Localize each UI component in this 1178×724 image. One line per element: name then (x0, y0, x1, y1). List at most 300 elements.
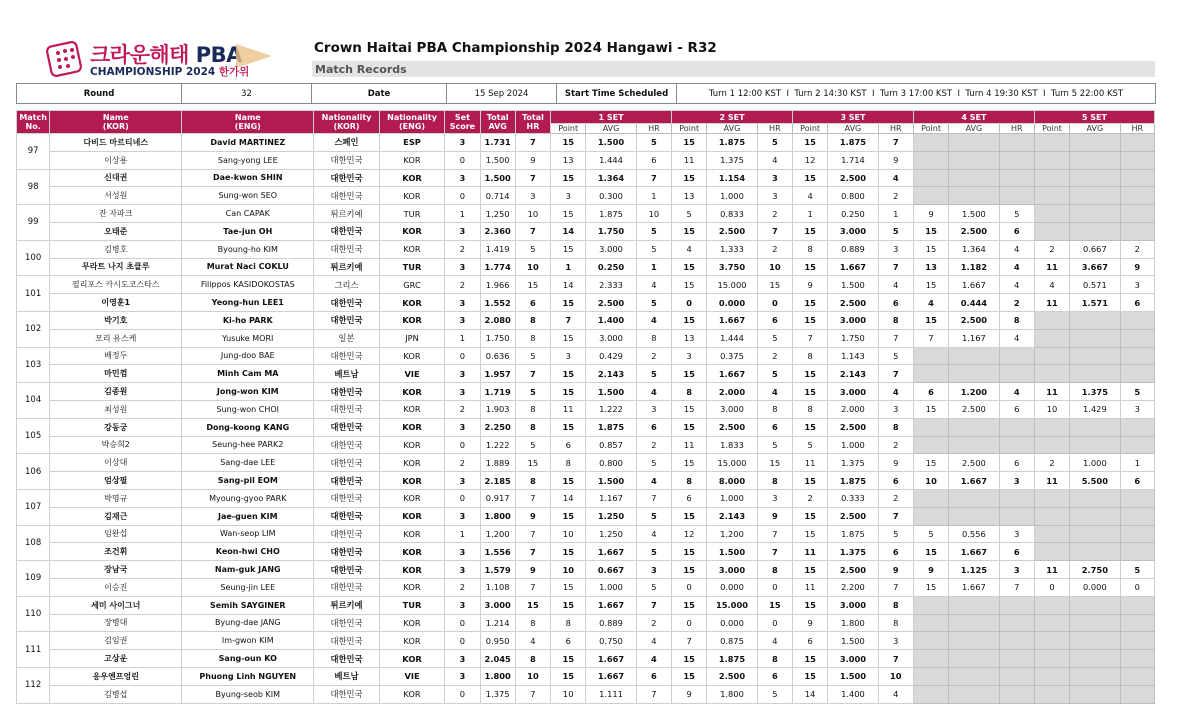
set-hr: 6 (878, 543, 913, 561)
set-point: 15 (792, 561, 827, 579)
set-score: 3 (445, 543, 480, 561)
set-score: 3 (445, 418, 480, 436)
set-hr: 7 (878, 134, 913, 152)
player-row (17, 400, 1155, 418)
total-avg: 2.250 (480, 418, 515, 436)
player-name-kor: 배정두 (50, 347, 182, 365)
unplayed-set-cell (913, 685, 948, 703)
total-avg: 1.889 (480, 454, 515, 472)
unplayed-set-cell (949, 169, 999, 187)
set-point: 15 (672, 650, 707, 668)
set-hr: 2 (636, 347, 671, 365)
set-score: 3 (445, 365, 480, 383)
set-avg: 0.857 (586, 436, 636, 454)
unplayed-set-cell (1070, 169, 1120, 187)
set-score: 3 (445, 222, 480, 240)
set-hr: 2 (878, 436, 913, 454)
set-point: 15 (792, 365, 827, 383)
set-point: 6 (672, 489, 707, 507)
set-hr: 3 (636, 561, 671, 579)
nationality-eng: KOR (379, 418, 445, 436)
total-hr: 8 (515, 650, 550, 668)
set-point: 3 (551, 347, 586, 365)
unplayed-set-cell (913, 596, 948, 614)
set-avg: 0.000 (1070, 578, 1120, 596)
set-hr: 6 (757, 311, 792, 329)
set-avg: 2.143 (828, 365, 878, 383)
player-name-kor: 박명규 (50, 489, 182, 507)
unplayed-set-cell (1070, 311, 1120, 329)
set-avg: 1.000 (1070, 454, 1120, 472)
set-score: 0 (445, 685, 480, 703)
nationality-kor: 튀르키예 (314, 596, 380, 614)
set-avg: 1.000 (707, 187, 757, 205)
page-title: Crown Haitai PBA Championship 2024 Hangawi - R32 (314, 40, 717, 56)
match-number: 112 (17, 667, 50, 703)
set-score: 3 (445, 294, 480, 312)
player-row (17, 311, 1155, 329)
total-hr: 5 (515, 383, 550, 401)
unplayed-set-cell (1120, 311, 1154, 329)
nationality-eng: KOR (379, 222, 445, 240)
player-name-eng: Phuong Linh NGUYEN (182, 667, 314, 685)
unplayed-set-cell (1070, 151, 1120, 169)
set-point: 15 (551, 329, 586, 347)
col-avg: AVG (828, 124, 878, 134)
unplayed-set-cell (1034, 685, 1069, 703)
set-point: 15 (551, 205, 586, 223)
player-name-kor: 김병섭 (50, 685, 182, 703)
set-point: 1 (792, 205, 827, 223)
player-name-kor: 최성원 (50, 400, 182, 418)
set-point: 15 (672, 258, 707, 276)
set-avg: 1.200 (949, 383, 999, 401)
set-hr: 1 (878, 205, 913, 223)
set-point: 14 (551, 489, 586, 507)
set-hr: 4 (999, 383, 1034, 401)
set-avg: 1.500 (949, 205, 999, 223)
set-hr: 7 (878, 507, 913, 525)
unplayed-set-cell (1034, 525, 1069, 543)
set-point: 2 (1034, 454, 1069, 472)
unplayed-set-cell (1120, 365, 1154, 383)
unplayed-set-cell (913, 187, 948, 205)
set-hr: 3 (1120, 276, 1154, 294)
unplayed-set-cell (949, 685, 999, 703)
match-number: 99 (17, 205, 50, 241)
nationality-kor: 대한민국 (314, 614, 380, 632)
total-hr: 8 (515, 329, 550, 347)
set-score: 2 (445, 400, 480, 418)
set-avg: 1.500 (707, 543, 757, 561)
unplayed-set-cell (1070, 347, 1120, 365)
unplayed-set-cell (1070, 187, 1120, 205)
set-point: 10 (913, 472, 948, 490)
set-avg: 1.667 (949, 276, 999, 294)
set-avg: 2.000 (707, 383, 757, 401)
set-hr: 4 (878, 383, 913, 401)
set-avg: 0.333 (828, 489, 878, 507)
set-avg: 2.500 (949, 222, 999, 240)
match-number: 101 (17, 276, 50, 312)
nationality-eng: KOR (379, 454, 445, 472)
set-point: 15 (913, 240, 948, 258)
unplayed-set-cell (1034, 418, 1069, 436)
unplayed-set-cell (913, 365, 948, 383)
total-hr: 8 (515, 311, 550, 329)
set-point: 6 (551, 632, 586, 650)
set-hr: 3 (636, 400, 671, 418)
nationality-eng: TUR (379, 258, 445, 276)
set-avg: 15.000 (707, 276, 757, 294)
player-name-eng: Byung-dae JANG (182, 614, 314, 632)
player-name-eng: Semih SAYGINER (182, 596, 314, 614)
set-hr: 3 (757, 169, 792, 187)
set-avg: 3.000 (586, 240, 636, 258)
unplayed-set-cell (1120, 187, 1154, 205)
unplayed-set-cell (913, 169, 948, 187)
set-avg: 2.500 (828, 561, 878, 579)
unplayed-set-cell (1034, 205, 1069, 223)
set-avg: 1.875 (707, 134, 757, 152)
unplayed-set-cell (949, 596, 999, 614)
player-name-eng: Yeong-hun LEE1 (182, 294, 314, 312)
set-point: 15 (792, 222, 827, 240)
set-point: 15 (551, 294, 586, 312)
set-hr: 7 (636, 169, 671, 187)
unplayed-set-cell (949, 507, 999, 525)
nationality-eng: KOR (379, 294, 445, 312)
total-hr: 4 (515, 632, 550, 650)
set-point: 2 (1034, 240, 1069, 258)
total-hr: 15 (515, 596, 550, 614)
unplayed-set-cell (1034, 365, 1069, 383)
col-name-eng: Name (ENG) (182, 111, 314, 134)
set-point: 11 (672, 151, 707, 169)
set-avg: 2.500 (949, 454, 999, 472)
set-point: 8 (672, 472, 707, 490)
set-avg: 2.500 (586, 294, 636, 312)
set-point: 15 (551, 596, 586, 614)
nationality-eng: KOR (379, 472, 445, 490)
nationality-eng: KOR (379, 383, 445, 401)
set-avg: 1.182 (949, 258, 999, 276)
player-row (17, 240, 1155, 258)
set-avg: 5.500 (1070, 472, 1120, 490)
set-avg: 1.800 (707, 685, 757, 703)
set-avg: 8.000 (707, 472, 757, 490)
unplayed-set-cell (1070, 489, 1120, 507)
nationality-kor: 대한민국 (314, 169, 380, 187)
set-avg: 2.143 (586, 365, 636, 383)
nationality-kor: 대한민국 (314, 311, 380, 329)
set-score: 0 (445, 632, 480, 650)
nationality-eng: KOR (379, 347, 445, 365)
unplayed-set-cell (1070, 205, 1120, 223)
set-hr: 5 (636, 240, 671, 258)
set-hr: 15 (757, 454, 792, 472)
set-point: 11 (1034, 294, 1069, 312)
set-score: 3 (445, 561, 480, 579)
total-hr: 7 (515, 543, 550, 561)
player-name-kor: 마민껌 (50, 365, 182, 383)
total-hr: 10 (515, 667, 550, 685)
set-avg: 1.364 (586, 169, 636, 187)
set-score: 0 (445, 187, 480, 205)
set-avg: 0.875 (707, 632, 757, 650)
unplayed-set-cell (1120, 347, 1154, 365)
set-score: 3 (445, 383, 480, 401)
player-row (17, 667, 1155, 685)
set-hr: 8 (636, 329, 671, 347)
set-point: 6 (551, 436, 586, 454)
nationality-eng: KOR (379, 543, 445, 561)
set-hr: 8 (757, 472, 792, 490)
set-point: 15 (672, 543, 707, 561)
player-name-kor: 이상대 (50, 454, 182, 472)
set-avg: 1.714 (828, 151, 878, 169)
set-point: 3 (551, 187, 586, 205)
set-point: 15 (551, 650, 586, 668)
nationality-kor: 베트남 (314, 365, 380, 383)
dice-icon (46, 41, 86, 77)
nationality-kor: 대한민국 (314, 151, 380, 169)
nationality-eng: KOR (379, 650, 445, 668)
unplayed-set-cell (949, 436, 999, 454)
set-point: 15 (551, 169, 586, 187)
set-avg: 2.500 (707, 667, 757, 685)
set-score: 3 (445, 650, 480, 668)
set-avg: 1.500 (828, 276, 878, 294)
col-set-5: 5 SET (1034, 111, 1154, 124)
set-hr: 6 (757, 667, 792, 685)
col-avg: AVG (707, 124, 757, 134)
total-avg: 1.500 (480, 169, 515, 187)
set-avg: 0.429 (586, 347, 636, 365)
unplayed-set-cell (949, 418, 999, 436)
total-hr: 7 (515, 489, 550, 507)
unplayed-set-cell (1120, 418, 1154, 436)
set-avg: 2.500 (949, 400, 999, 418)
set-hr: 4 (636, 311, 671, 329)
match-number: 111 (17, 632, 50, 668)
set-avg: 2.143 (707, 507, 757, 525)
set-point: 4 (913, 294, 948, 312)
set-avg: 1.375 (707, 151, 757, 169)
set-hr: 7 (878, 365, 913, 383)
player-row (17, 383, 1155, 401)
set-hr: 4 (999, 329, 1034, 347)
player-name-eng: Sang-oun KO (182, 650, 314, 668)
set-point: 15 (672, 365, 707, 383)
match-number: 105 (17, 418, 50, 454)
set-hr: 2 (757, 205, 792, 223)
start-time-label: Start Time Scheduled (557, 84, 677, 104)
set-hr: 3 (1120, 400, 1154, 418)
player-row (17, 294, 1155, 312)
set-point: 11 (1034, 561, 1069, 579)
set-hr: 9 (878, 151, 913, 169)
total-avg: 1.966 (480, 276, 515, 294)
unplayed-set-cell (999, 507, 1034, 525)
total-avg: 0.636 (480, 347, 515, 365)
set-point: 15 (551, 667, 586, 685)
total-hr: 3 (515, 187, 550, 205)
player-row (17, 614, 1155, 632)
player-name-kor: 조건휘 (50, 543, 182, 561)
unplayed-set-cell (999, 169, 1034, 187)
set-point: 15 (551, 365, 586, 383)
unplayed-set-cell (949, 187, 999, 205)
set-point: 15 (913, 222, 948, 240)
total-hr: 10 (515, 258, 550, 276)
set-hr: 5 (878, 222, 913, 240)
set-hr: 0 (757, 614, 792, 632)
set-point: 11 (792, 543, 827, 561)
nationality-eng: KOR (379, 489, 445, 507)
set-hr: 2 (757, 347, 792, 365)
set-point: 14 (792, 685, 827, 703)
set-hr: 8 (757, 400, 792, 418)
nationality-kor: 스페인 (314, 134, 380, 152)
nationality-eng: GRC (379, 276, 445, 294)
total-hr: 7 (515, 685, 550, 703)
col-nat-kor: Nationality (KOR) (314, 111, 380, 134)
set-hr: 2 (878, 187, 913, 205)
player-name-eng: Nam-guk JANG (182, 561, 314, 579)
player-name-kor: 박승희2 (50, 436, 182, 454)
nationality-kor: 대한민국 (314, 525, 380, 543)
nationality-kor: 대한민국 (314, 418, 380, 436)
set-hr: 5 (636, 222, 671, 240)
unplayed-set-cell (1070, 596, 1120, 614)
set-hr: 6 (636, 151, 671, 169)
set-hr: 4 (999, 258, 1034, 276)
col-set-score: Set Score (445, 111, 480, 134)
player-name-kor: 김임권 (50, 632, 182, 650)
player-row (17, 347, 1155, 365)
set-score: 2 (445, 578, 480, 596)
nationality-kor: 대한민국 (314, 561, 380, 579)
total-hr: 7 (515, 222, 550, 240)
unplayed-set-cell (949, 667, 999, 685)
set-hr: 8 (878, 418, 913, 436)
set-point: 0 (672, 578, 707, 596)
player-name-kor: 다비드 마르티네스 (50, 134, 182, 152)
player-row (17, 650, 1155, 668)
unplayed-set-cell (1034, 667, 1069, 685)
set-hr: 9 (1120, 258, 1154, 276)
set-hr: 5 (636, 507, 671, 525)
set-avg: 1.750 (828, 329, 878, 347)
nationality-eng: KOR (379, 169, 445, 187)
player-row (17, 276, 1155, 294)
nationality-eng: KOR (379, 525, 445, 543)
set-point: 9 (672, 685, 707, 703)
set-hr: 4 (878, 685, 913, 703)
set-avg: 2.500 (828, 294, 878, 312)
unplayed-set-cell (1120, 436, 1154, 454)
nationality-eng: KOR (379, 507, 445, 525)
set-avg: 1.750 (586, 222, 636, 240)
set-avg: 3.000 (828, 311, 878, 329)
unplayed-set-cell (913, 489, 948, 507)
unplayed-set-cell (913, 614, 948, 632)
set-point: 15 (672, 596, 707, 614)
set-avg: 0.000 (707, 294, 757, 312)
set-point: 4 (672, 240, 707, 258)
set-hr: 7 (636, 489, 671, 507)
set-hr: 7 (878, 578, 913, 596)
set-avg: 0.250 (586, 258, 636, 276)
set-avg: 1.400 (586, 311, 636, 329)
col-hr: HR (1120, 124, 1154, 134)
nationality-kor: 대한민국 (314, 472, 380, 490)
player-name-kor: 오태준 (50, 222, 182, 240)
nationality-kor: 그리스 (314, 276, 380, 294)
total-hr: 8 (515, 418, 550, 436)
match-number: 109 (17, 561, 50, 597)
set-point: 4 (1034, 276, 1069, 294)
unplayed-set-cell (913, 650, 948, 668)
col-avg: AVG (949, 124, 999, 134)
player-name-eng: Byoung-ho KIM (182, 240, 314, 258)
unplayed-set-cell (1034, 632, 1069, 650)
set-point: 15 (792, 507, 827, 525)
set-point: 12 (792, 151, 827, 169)
unplayed-set-cell (1120, 685, 1154, 703)
set-avg: 0.300 (586, 187, 636, 205)
player-name-eng: Jong-won KIM (182, 383, 314, 401)
set-point: 15 (551, 134, 586, 152)
unplayed-set-cell (1070, 134, 1120, 152)
player-name-kor: 신대권 (50, 169, 182, 187)
set-hr: 4 (878, 169, 913, 187)
set-point: 8 (792, 347, 827, 365)
player-name-eng: Jung-doo BAE (182, 347, 314, 365)
set-avg: 0.000 (707, 614, 757, 632)
set-avg: 1.400 (828, 685, 878, 703)
col-match-no: Match No. (17, 111, 50, 134)
unplayed-set-cell (1120, 525, 1154, 543)
player-name-kor: 김재근 (50, 507, 182, 525)
player-name-kor: 고상운 (50, 650, 182, 668)
set-point: 5 (792, 436, 827, 454)
set-avg: 0.667 (586, 561, 636, 579)
match-number: 108 (17, 525, 50, 561)
set-score: 0 (445, 489, 480, 507)
player-name-eng: Sung-won CHOI (182, 400, 314, 418)
set-avg: 1.222 (586, 400, 636, 418)
set-hr: 7 (757, 543, 792, 561)
nationality-kor: 대한민국 (314, 507, 380, 525)
start-time-value: Turn 1 12:00 KST I Turn 2 14:30 KST I Turn 3 17:00 KST I Turn 4 19:30 KST I Turn 5 22:00 KST (677, 84, 1156, 104)
set-hr: 6 (1120, 294, 1154, 312)
set-point: 9 (913, 205, 948, 223)
nationality-eng: TUR (379, 596, 445, 614)
nationality-eng: KOR (379, 240, 445, 258)
total-avg: 1.903 (480, 400, 515, 418)
unplayed-set-cell (913, 418, 948, 436)
player-row (17, 454, 1155, 472)
set-avg: 2.333 (586, 276, 636, 294)
total-hr: 7 (515, 365, 550, 383)
total-avg: 1.222 (480, 436, 515, 454)
total-hr: 7 (515, 134, 550, 152)
set-hr: 4 (636, 472, 671, 490)
set-avg: 0.889 (586, 614, 636, 632)
set-avg: 1.875 (828, 134, 878, 152)
